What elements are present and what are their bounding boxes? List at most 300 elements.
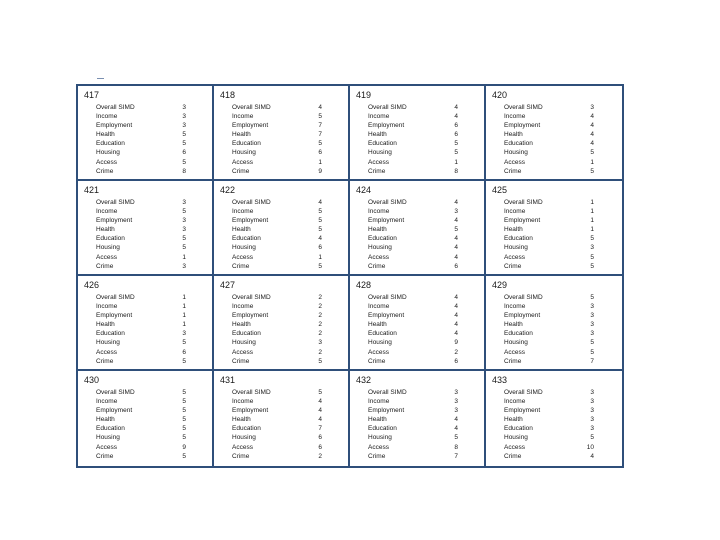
indicator-label: Housing bbox=[368, 339, 392, 347]
indicator-label: Housing bbox=[96, 434, 120, 442]
indicator-row bbox=[368, 158, 478, 167]
indicator-list bbox=[96, 388, 206, 461]
indicator-value: 6 bbox=[454, 262, 458, 270]
indicator-value: 4 bbox=[318, 407, 322, 415]
indicator-row bbox=[232, 148, 342, 157]
indicator-label: Overall SIMD bbox=[504, 294, 543, 301]
indicator-label: Overall SIMD bbox=[232, 294, 271, 301]
indicator-row bbox=[232, 406, 342, 415]
indicator-row bbox=[96, 216, 206, 225]
indicator-label: Housing bbox=[232, 149, 256, 157]
indicator-value: 4 bbox=[454, 294, 458, 301]
indicator-row bbox=[96, 167, 206, 176]
indicator-label: Health bbox=[232, 321, 251, 329]
indicator-list bbox=[96, 103, 206, 176]
indicator-value: 3 bbox=[182, 113, 186, 121]
indicator-list bbox=[504, 388, 616, 461]
indicator-value: 3 bbox=[590, 321, 594, 329]
area-cell bbox=[486, 276, 622, 371]
indicator-row bbox=[96, 452, 206, 461]
indicator-label: Income bbox=[368, 398, 390, 406]
indicator-label: Employment bbox=[368, 122, 405, 130]
indicator-list bbox=[232, 293, 342, 366]
indicator-row bbox=[504, 130, 616, 139]
indicator-value: 4 bbox=[318, 416, 322, 424]
indicator-value: 5 bbox=[182, 131, 186, 139]
area-code: 429 bbox=[492, 280, 508, 290]
indicator-value: 2 bbox=[318, 294, 322, 301]
indicator-row bbox=[232, 388, 342, 397]
indicator-label: Overall SIMD bbox=[96, 294, 135, 301]
indicator-label: Crime bbox=[96, 262, 114, 270]
indicator-label: Employment bbox=[232, 122, 269, 130]
indicator-value: 7 bbox=[454, 452, 458, 460]
indicator-row bbox=[96, 121, 206, 130]
indicator-label: Education bbox=[232, 140, 261, 148]
indicator-label: Income bbox=[232, 208, 254, 216]
indicator-value: 3 bbox=[182, 104, 186, 111]
indicator-row bbox=[368, 148, 478, 157]
indicator-label: Income bbox=[368, 113, 390, 121]
indicator-label: Housing bbox=[368, 434, 392, 442]
indicator-list bbox=[368, 198, 478, 271]
indicator-value: 3 bbox=[182, 226, 186, 234]
indicator-row bbox=[504, 243, 616, 252]
area-cell bbox=[486, 86, 622, 181]
indicator-value: 4 bbox=[454, 217, 458, 225]
indicator-value: 1 bbox=[182, 294, 186, 301]
indicator-label: Education bbox=[504, 330, 533, 338]
indicator-label: Health bbox=[504, 131, 523, 139]
indicator-value: 5 bbox=[590, 294, 594, 301]
indicator-row bbox=[368, 357, 478, 366]
indicator-label: Education bbox=[232, 425, 261, 433]
indicator-label: Overall SIMD bbox=[504, 389, 543, 396]
indicator-value: 5 bbox=[182, 140, 186, 148]
indicator-row bbox=[96, 406, 206, 415]
indicator-label: Income bbox=[96, 398, 118, 406]
indicator-label: Education bbox=[96, 330, 125, 338]
indicator-value: 4 bbox=[318, 398, 322, 406]
indicator-label: Health bbox=[96, 321, 115, 329]
indicator-row bbox=[96, 112, 206, 121]
indicator-row bbox=[504, 415, 616, 424]
indicator-value: 4 bbox=[454, 104, 458, 111]
indicator-label: Health bbox=[368, 321, 387, 329]
indicator-label: Crime bbox=[96, 357, 114, 365]
indicator-value: 4 bbox=[590, 131, 594, 139]
indicator-label: Access bbox=[368, 158, 389, 166]
indicator-value: 5 bbox=[318, 208, 322, 216]
indicator-value: 4 bbox=[590, 113, 594, 121]
indicator-label: Income bbox=[504, 398, 526, 406]
indicator-value: 3 bbox=[454, 407, 458, 415]
corner-mark bbox=[97, 78, 104, 79]
indicator-value: 3 bbox=[182, 330, 186, 338]
indicator-row bbox=[368, 406, 478, 415]
indicator-value: 4 bbox=[454, 321, 458, 329]
indicator-row bbox=[504, 253, 616, 262]
indicator-label: Education bbox=[96, 235, 125, 243]
indicator-row bbox=[368, 302, 478, 311]
indicator-row bbox=[368, 121, 478, 130]
indicator-row bbox=[368, 225, 478, 234]
indicator-value: 4 bbox=[454, 416, 458, 424]
indicator-label: Housing bbox=[504, 244, 528, 252]
indicator-label: Income bbox=[232, 398, 254, 406]
indicator-value: 3 bbox=[590, 244, 594, 252]
indicator-value: 3 bbox=[590, 398, 594, 406]
indicator-label: Income bbox=[504, 208, 526, 216]
area-cell bbox=[350, 86, 486, 181]
indicator-row bbox=[368, 234, 478, 243]
indicator-row bbox=[504, 148, 616, 157]
indicator-row bbox=[368, 167, 478, 176]
indicator-value: 5 bbox=[182, 357, 186, 365]
indicator-label: Housing bbox=[96, 244, 120, 252]
indicator-value: 5 bbox=[182, 339, 186, 347]
area-cell bbox=[350, 371, 486, 466]
indicator-label: Access bbox=[504, 348, 525, 356]
indicator-label: Health bbox=[504, 226, 523, 234]
indicator-label: Overall SIMD bbox=[368, 389, 407, 396]
indicator-value: 1 bbox=[590, 199, 594, 206]
indicator-value: 4 bbox=[454, 330, 458, 338]
area-code: 427 bbox=[220, 280, 236, 290]
indicator-label: Crime bbox=[232, 167, 250, 175]
indicator-value: 5 bbox=[182, 235, 186, 243]
indicator-row bbox=[96, 320, 206, 329]
indicator-value: 5 bbox=[318, 217, 322, 225]
area-cell bbox=[78, 371, 214, 466]
indicator-label: Education bbox=[368, 235, 397, 243]
indicator-value: 5 bbox=[454, 226, 458, 234]
indicator-row bbox=[232, 198, 342, 207]
indicator-value: 5 bbox=[590, 434, 594, 442]
indicator-value: 5 bbox=[590, 149, 594, 157]
indicator-row bbox=[96, 207, 206, 216]
indicator-row bbox=[96, 234, 206, 243]
indicator-label: Crime bbox=[368, 167, 386, 175]
indicator-value: 2 bbox=[318, 348, 322, 356]
indicator-label: Health bbox=[232, 226, 251, 234]
indicator-label: Employment bbox=[96, 122, 133, 130]
indicator-value: 4 bbox=[454, 113, 458, 121]
indicator-value: 7 bbox=[318, 122, 322, 130]
indicator-label: Housing bbox=[96, 339, 120, 347]
indicator-value: 3 bbox=[590, 407, 594, 415]
indicator-value: 9 bbox=[454, 339, 458, 347]
indicator-row bbox=[96, 243, 206, 252]
indicator-label: Employment bbox=[232, 407, 269, 415]
indicator-value: 3 bbox=[454, 389, 458, 396]
indicator-label: Crime bbox=[232, 357, 250, 365]
indicator-value: 4 bbox=[454, 425, 458, 433]
indicator-row bbox=[504, 433, 616, 442]
indicator-row bbox=[504, 158, 616, 167]
area-code: 428 bbox=[356, 280, 372, 290]
area-cell bbox=[214, 276, 350, 371]
indicator-label: Education bbox=[368, 140, 397, 148]
area-code: 419 bbox=[356, 90, 372, 100]
indicator-value: 5 bbox=[182, 425, 186, 433]
indicator-label: Income bbox=[96, 303, 118, 311]
area-cell bbox=[350, 181, 486, 276]
area-code: 420 bbox=[492, 90, 508, 100]
indicator-value: 3 bbox=[590, 389, 594, 396]
indicator-label: Overall SIMD bbox=[232, 199, 271, 206]
indicator-label: Health bbox=[368, 131, 387, 139]
indicator-row bbox=[368, 338, 478, 347]
indicator-row bbox=[96, 348, 206, 357]
indicator-row bbox=[368, 452, 478, 461]
indicator-row bbox=[96, 338, 206, 347]
indicator-row bbox=[96, 357, 206, 366]
area-code: 424 bbox=[356, 185, 372, 195]
indicator-value: 8 bbox=[182, 167, 186, 175]
indicator-value: 5 bbox=[318, 389, 322, 396]
indicator-row bbox=[368, 424, 478, 433]
indicator-label: Education bbox=[232, 330, 261, 338]
indicator-label: Employment bbox=[368, 217, 405, 225]
indicator-value: 4 bbox=[318, 235, 322, 243]
indicator-row bbox=[232, 433, 342, 442]
indicator-value: 6 bbox=[182, 149, 186, 157]
indicator-label: Income bbox=[232, 113, 254, 121]
indicator-row bbox=[232, 424, 342, 433]
indicator-value: 5 bbox=[182, 407, 186, 415]
indicator-value: 5 bbox=[182, 452, 186, 460]
indicator-row bbox=[368, 130, 478, 139]
indicator-row bbox=[232, 234, 342, 243]
indicator-row bbox=[504, 311, 616, 320]
indicator-value: 6 bbox=[318, 149, 322, 157]
indicator-row bbox=[504, 397, 616, 406]
indicator-label: Employment bbox=[368, 407, 405, 415]
indicator-value: 8 bbox=[454, 167, 458, 175]
indicator-row bbox=[368, 348, 478, 357]
indicator-value: 6 bbox=[182, 348, 186, 356]
area-code: 417 bbox=[84, 90, 100, 100]
indicator-label: Income bbox=[504, 113, 526, 121]
indicator-value: 5 bbox=[454, 140, 458, 148]
indicator-row bbox=[504, 388, 616, 397]
indicator-row bbox=[96, 424, 206, 433]
indicator-value: 3 bbox=[182, 262, 186, 270]
indicator-label: Income bbox=[368, 208, 390, 216]
indicator-row bbox=[504, 216, 616, 225]
indicator-label: Housing bbox=[504, 339, 528, 347]
indicator-value: 7 bbox=[590, 357, 594, 365]
indicator-row bbox=[368, 198, 478, 207]
indicator-value: 5 bbox=[182, 158, 186, 166]
indicator-row bbox=[504, 443, 616, 452]
indicator-value: 4 bbox=[454, 253, 458, 261]
indicator-label: Crime bbox=[368, 262, 386, 270]
indicator-label: Health bbox=[96, 416, 115, 424]
indicator-list bbox=[96, 293, 206, 366]
indicator-row bbox=[368, 397, 478, 406]
indicator-row bbox=[232, 302, 342, 311]
indicator-label: Crime bbox=[368, 452, 386, 460]
indicator-value: 2 bbox=[318, 330, 322, 338]
indicator-row bbox=[504, 112, 616, 121]
indicator-value: 1 bbox=[590, 226, 594, 234]
indicator-row bbox=[232, 293, 342, 302]
indicator-list bbox=[368, 103, 478, 176]
indicator-label: Education bbox=[96, 425, 125, 433]
indicator-row bbox=[504, 424, 616, 433]
indicator-value: 4 bbox=[590, 452, 594, 460]
indicator-value: 5 bbox=[318, 226, 322, 234]
indicator-value: 5 bbox=[318, 357, 322, 365]
indicator-value: 3 bbox=[454, 208, 458, 216]
indicator-label: Access bbox=[368, 253, 389, 261]
indicator-label: Housing bbox=[232, 339, 256, 347]
area-cell bbox=[78, 276, 214, 371]
indicator-row bbox=[504, 293, 616, 302]
indicator-row bbox=[96, 198, 206, 207]
indicator-label: Overall SIMD bbox=[368, 199, 407, 206]
indicator-value: 1 bbox=[182, 321, 186, 329]
indicator-value: 3 bbox=[590, 104, 594, 111]
indicator-label: Housing bbox=[96, 149, 120, 157]
indicator-label: Access bbox=[96, 253, 117, 261]
indicator-row bbox=[232, 329, 342, 338]
indicator-value: 2 bbox=[318, 303, 322, 311]
indicator-list bbox=[232, 103, 342, 176]
indicator-value: 3 bbox=[182, 199, 186, 206]
indicator-label: Health bbox=[232, 416, 251, 424]
indicator-value: 8 bbox=[454, 443, 458, 451]
indicator-label: Employment bbox=[96, 407, 133, 415]
indicator-value: 3 bbox=[182, 217, 186, 225]
indicator-label: Overall SIMD bbox=[232, 104, 271, 111]
indicator-label: Crime bbox=[232, 262, 250, 270]
indicator-label: Housing bbox=[232, 244, 256, 252]
indicator-row bbox=[96, 293, 206, 302]
indicator-label: Housing bbox=[504, 149, 528, 157]
indicator-row bbox=[504, 121, 616, 130]
indicator-value: 4 bbox=[454, 235, 458, 243]
indicator-value: 1 bbox=[182, 253, 186, 261]
indicator-label: Education bbox=[368, 425, 397, 433]
indicator-value: 5 bbox=[182, 208, 186, 216]
indicator-value: 4 bbox=[454, 199, 458, 206]
area-cell bbox=[214, 371, 350, 466]
indicator-label: Income bbox=[96, 208, 118, 216]
indicator-label: Access bbox=[232, 253, 253, 261]
indicator-row bbox=[232, 243, 342, 252]
indicator-label: Access bbox=[504, 253, 525, 261]
indicator-label: Access bbox=[232, 443, 253, 451]
indicator-label: Crime bbox=[96, 167, 114, 175]
indicator-value: 4 bbox=[318, 104, 322, 111]
indicator-value: 1 bbox=[182, 303, 186, 311]
area-code: 421 bbox=[84, 185, 100, 195]
area-code: 432 bbox=[356, 375, 372, 385]
indicator-value: 1 bbox=[318, 158, 322, 166]
indicator-row bbox=[504, 225, 616, 234]
area-cell bbox=[486, 181, 622, 276]
area-code: 431 bbox=[220, 375, 236, 385]
indicator-label: Health bbox=[368, 226, 387, 234]
indicator-value: 3 bbox=[182, 122, 186, 130]
indicator-label: Health bbox=[368, 416, 387, 424]
indicator-row bbox=[232, 121, 342, 130]
indicator-row bbox=[368, 207, 478, 216]
indicator-value: 1 bbox=[182, 312, 186, 320]
indicator-label: Overall SIMD bbox=[368, 294, 407, 301]
indicator-label: Employment bbox=[96, 217, 133, 225]
indicator-value: 4 bbox=[590, 140, 594, 148]
indicator-label: Health bbox=[96, 131, 115, 139]
indicator-row bbox=[504, 234, 616, 243]
indicator-value: 6 bbox=[454, 122, 458, 130]
indicator-row bbox=[96, 130, 206, 139]
indicator-value: 2 bbox=[454, 348, 458, 356]
indicator-row bbox=[504, 103, 616, 112]
indicator-value: 10 bbox=[586, 443, 594, 451]
indicator-label: Income bbox=[232, 303, 254, 311]
indicator-value: 1 bbox=[590, 208, 594, 216]
indicator-row bbox=[96, 302, 206, 311]
indicator-row bbox=[368, 311, 478, 320]
indicator-value: 3 bbox=[454, 398, 458, 406]
indicator-row bbox=[368, 329, 478, 338]
indicator-label: Employment bbox=[232, 217, 269, 225]
indicator-row bbox=[232, 139, 342, 148]
indicator-row bbox=[96, 397, 206, 406]
indicator-label: Education bbox=[232, 235, 261, 243]
indicator-label: Overall SIMD bbox=[96, 199, 135, 206]
indicator-row bbox=[368, 388, 478, 397]
indicator-value: 4 bbox=[454, 303, 458, 311]
indicator-row bbox=[232, 103, 342, 112]
indicator-label: Crime bbox=[504, 452, 522, 460]
indicator-value: 5 bbox=[318, 262, 322, 270]
indicator-label: Crime bbox=[504, 167, 522, 175]
indicator-label: Housing bbox=[368, 149, 392, 157]
indicator-label: Crime bbox=[504, 262, 522, 270]
indicator-label: Access bbox=[368, 348, 389, 356]
indicator-value: 3 bbox=[318, 339, 322, 347]
indicator-value: 5 bbox=[182, 244, 186, 252]
indicator-row bbox=[368, 112, 478, 121]
indicator-value: 9 bbox=[318, 167, 322, 175]
indicator-label: Housing bbox=[232, 434, 256, 442]
indicator-label: Overall SIMD bbox=[96, 389, 135, 396]
indicator-row bbox=[504, 357, 616, 366]
indicator-row bbox=[368, 262, 478, 271]
indicator-row bbox=[504, 338, 616, 347]
indicator-label: Access bbox=[504, 443, 525, 451]
indicator-value: 3 bbox=[590, 312, 594, 320]
indicator-value: 5 bbox=[590, 235, 594, 243]
area-grid bbox=[76, 84, 624, 468]
indicator-label: Income bbox=[368, 303, 390, 311]
indicator-row bbox=[504, 198, 616, 207]
indicator-row bbox=[232, 262, 342, 271]
indicator-value: 4 bbox=[590, 122, 594, 130]
indicator-row bbox=[96, 139, 206, 148]
indicator-label: Access bbox=[232, 348, 253, 356]
indicator-row bbox=[368, 103, 478, 112]
indicator-label: Housing bbox=[368, 244, 392, 252]
indicator-value: 6 bbox=[454, 357, 458, 365]
indicator-value: 6 bbox=[318, 434, 322, 442]
indicator-row bbox=[96, 433, 206, 442]
